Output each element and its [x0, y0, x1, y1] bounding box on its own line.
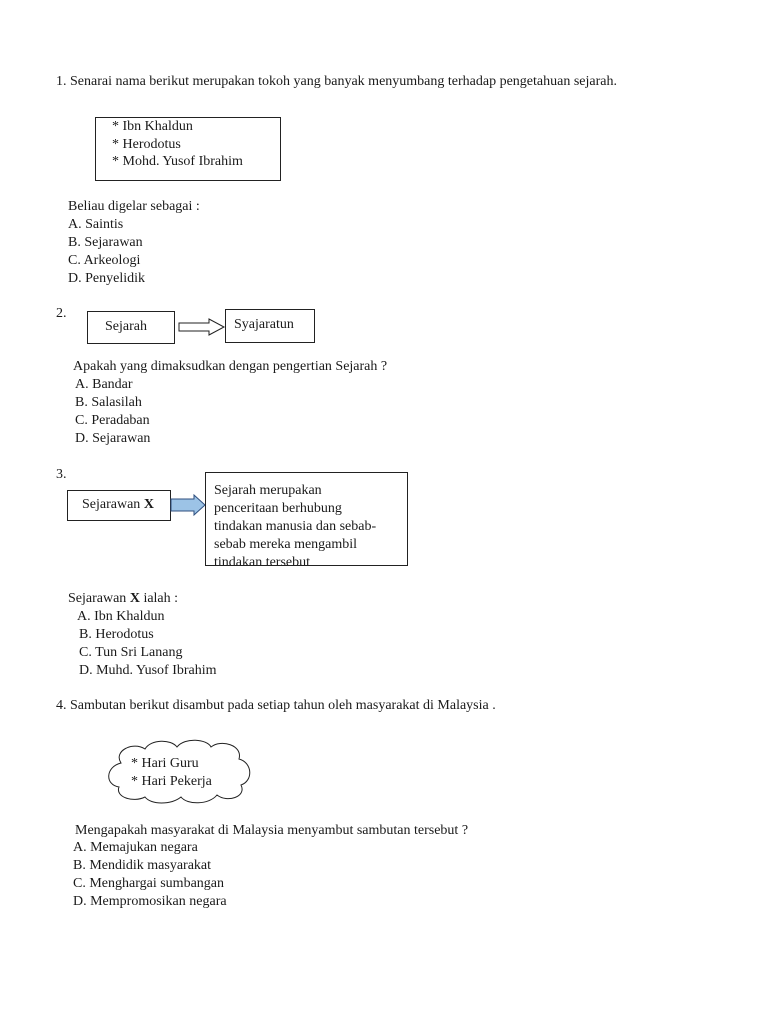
q3-quote-line: sebab mereka mengambil: [214, 537, 358, 552]
q3-number: 3.: [56, 467, 67, 482]
q2-option-b: B. Salasilah: [75, 395, 142, 410]
q1-option-b: B. Sejarawan: [68, 235, 143, 250]
q1-prompt: Beliau digelar sebagai :: [68, 199, 200, 214]
q3-option-a: A. Ibn Khaldun: [77, 609, 165, 624]
q3-quote-line: Sejarah merupakan: [214, 483, 322, 498]
q4-option-a: A. Memajukan negara: [73, 840, 198, 855]
q3-prompt: [68, 590, 178, 608]
q3-quote-line: penceritaan berhubung: [214, 501, 342, 516]
q2-sejarah-box: [87, 311, 175, 344]
q3-sejarawan-box: [67, 490, 171, 521]
q2-option-c: C. Peradaban: [75, 413, 150, 428]
q1-option-c: C. Arkeologi: [68, 253, 141, 268]
q2-syajaratun-box: [225, 309, 315, 343]
q3-quote-line: tindakan manusia dan sebab-: [214, 519, 377, 534]
q3-option-d: D. Muhd. Yusof Ibrahim: [79, 663, 217, 678]
q2-left-label: Sejarah: [105, 319, 147, 334]
q3-left-text: Sejarawan: [82, 497, 144, 512]
q3-option-c: C. Tun Sri Lanang: [79, 645, 183, 660]
q4-option-c: C. Menghargai sumbangan: [73, 876, 224, 891]
q4-question: 4. Sambutan berikut disambut pada setiap tahun oleh masyarakat di Malaysia .: [56, 698, 496, 713]
q4-option-b: B. Mendidik masyarakat: [73, 858, 212, 873]
q4-cloud-item: * Hari Pekerja: [131, 774, 212, 789]
q1-names-box: [95, 117, 281, 181]
q2-number: 2.: [56, 306, 67, 321]
q2-arrow-icon: [178, 318, 226, 336]
q1-option-d: D. Penyelidik: [68, 271, 145, 286]
q3-prompt-suffix: ialah :: [139, 591, 179, 606]
q3-quote-box: [205, 472, 408, 566]
q3-arrow-icon: [170, 495, 206, 515]
q3-left-bold: X: [143, 497, 154, 512]
q4-cloud-item: * Hari Guru: [131, 756, 199, 771]
q2-option-a: A. Bandar: [75, 377, 133, 392]
q1-box-item: * Mohd. Yusof Ibrahim: [112, 154, 243, 169]
q3-prompt-text: Sejarawan: [68, 591, 130, 606]
q4-option-d: D. Mempromosikan negara: [73, 894, 227, 909]
q1-option-a: A. Saintis: [68, 217, 124, 232]
q1-box-item: * Herodotus: [112, 137, 181, 152]
q2-right-label: Syajaratun: [234, 317, 294, 332]
q2-question: Apakah yang dimaksudkan dengan pengertian Sejarah ?: [73, 359, 388, 374]
q4-prompt: Mengapakah masyarakat di Malaysia menyambut sambutan tersebut ?: [75, 823, 469, 838]
q1-box-item: * Ibn Khaldun: [112, 119, 193, 134]
q1-question: 1. Senarai nama berikut merupakan tokoh yang banyak menyumbang terhadap pengetahuan sejarah.: [56, 74, 617, 89]
q2-option-d: D. Sejarawan: [75, 431, 151, 446]
q3-left-label: [82, 496, 154, 514]
q3-prompt-bold: X: [129, 591, 140, 606]
q3-quote-line: tindakan tersebut: [214, 555, 311, 566]
q3-option-b: B. Herodotus: [79, 627, 154, 642]
